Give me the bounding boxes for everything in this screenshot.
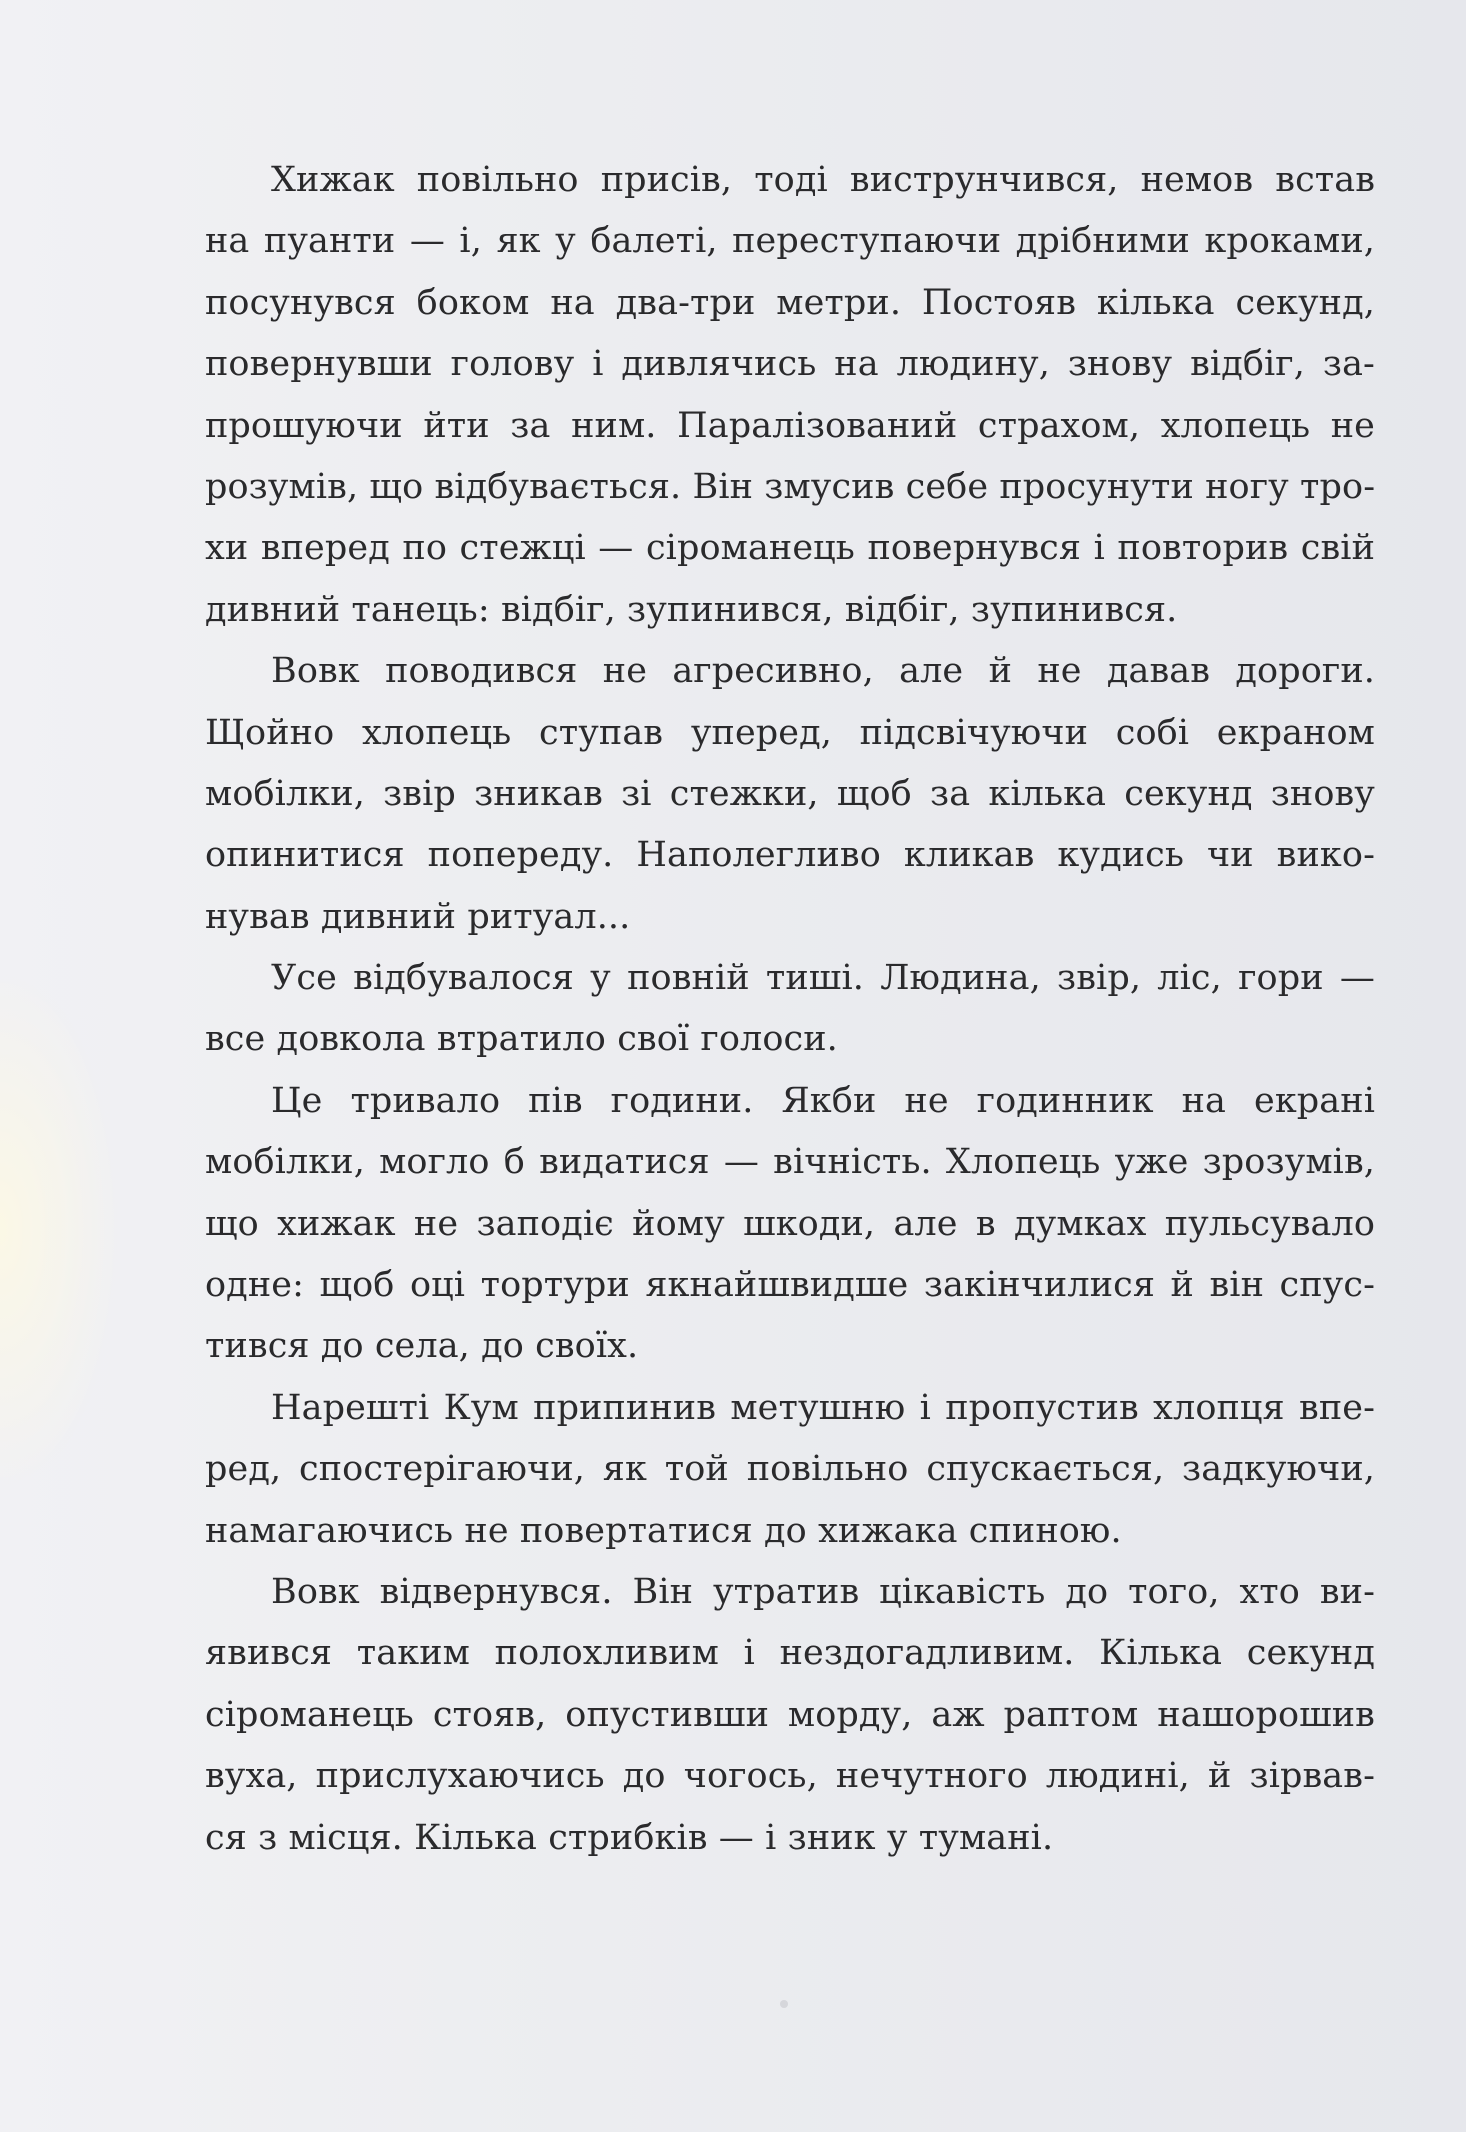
text-line: ся з місця. Кілька стрибків — і зник у тумані. (205, 1817, 1054, 1858)
text-line: Вовк поводився не агресивно, але й не давав дороги. (271, 651, 1375, 692)
text-line: Усе відбувалося у повній тиші. Людина, звір, ліс, гори — (271, 958, 1375, 999)
text-line: Вовк відвернувся. Він утратив цікавість до того, хто ви- (271, 1571, 1375, 1612)
text-line: прошуючи йти за ним. Паралізований страхом, хлопець не (205, 405, 1375, 446)
text-line: Щойно хлопець ступав уперед, підсвічуючи собі екраном (205, 712, 1375, 753)
text-line: опинитися попереду. Наполегливо кликав кудись чи вико- (205, 835, 1375, 876)
text-line: Хижак повільно присів, тоді виструнчився, немов встав (271, 160, 1375, 200)
text-line: явився таким полохливим і нездогадливим. Кілька секунд (205, 1633, 1375, 1674)
text-line: розумів, що відбувається. Він змусив себе просунути ногу тро- (205, 466, 1376, 507)
text-line: повернувши голову і дивлячись на людину, знову відбіг, за- (205, 344, 1375, 385)
text-line: дивний танець: відбіг, зупинився, відбіг, зупинився. (205, 589, 1178, 630)
text-line: нував дивний ритуал... (205, 896, 631, 937)
paragraph-1 (205, 150, 1375, 641)
text-line: Це тривало пів години. Якби не годинник на екрані (271, 1080, 1375, 1121)
body-text (205, 150, 1375, 1869)
text-line: вуха, прислухаючись до чогось, нечутного людині, й зірвав- (205, 1756, 1375, 1797)
text-line: сіроманець стояв, опустивши морду, аж раптом нашорошив (205, 1694, 1375, 1735)
text-line: одне: щоб оці тортури якнайшвидше закінчилися й він спус- (205, 1265, 1375, 1306)
paragraph-3 (205, 948, 1375, 1071)
text-line: Нарешті Кум припинив метушню і пропустив хлопця впе- (271, 1387, 1375, 1428)
text-line: що хижак не заподіє йому шкоди, але в думках пульсувало (205, 1203, 1375, 1244)
text-line: хи вперед по стежці — сіроманець повернувся і повторив свій (205, 528, 1375, 569)
text-line: тився до села, до своїх. (205, 1326, 639, 1367)
paragraph-5 (205, 1378, 1375, 1562)
text-line: намагаючись не повертатися до хижака спиною. (205, 1510, 1122, 1551)
text-line: посунувся боком на два-три метри. Постояв кілька секунд, (205, 282, 1375, 323)
paragraph-6 (205, 1562, 1375, 1869)
paragraph-4 (205, 1071, 1375, 1378)
text-line: мобілки, могло б видатися — вічність. Хлопець уже зрозумів, (205, 1142, 1375, 1183)
text-line: все довкола втратило свої голоси. (205, 1019, 838, 1060)
text-line: мобілки, звір зникав зі стежки, щоб за кілька секунд знову (205, 773, 1375, 814)
text-line: на пуанти — і, як у балеті, переступаючи дрібними кроками, (205, 221, 1375, 262)
paragraph-2 (205, 641, 1375, 948)
page-mark (780, 2000, 788, 2008)
text-line: ред, спостерігаючи, як той повільно спускається, задкуючи, (205, 1449, 1375, 1490)
